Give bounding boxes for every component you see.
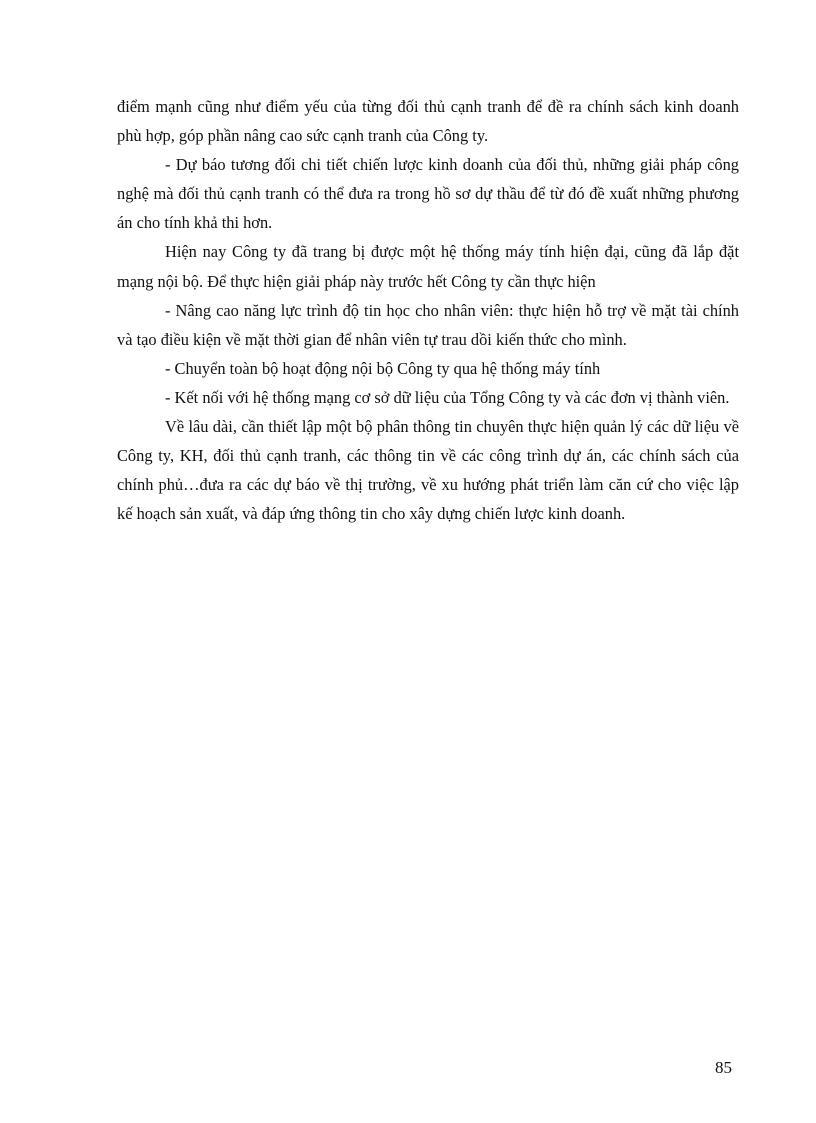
page-number: 85 [715,1058,732,1077]
paragraph-current-systems: Hiện nay Công ty đã trang bị được một hệ thống máy tính hiện đại, cũng đã lắp đặt mạng nội bộ. Để thực hiện giải pháp này trước hết Công ty cần thực hiện [117,242,739,291]
paragraph-it-training: - Nâng cao năng lực trình độ tin học cho nhân viên: thực hiện hỗ trợ về mặt tài chính và tạo điều kiện về mặt thời gian để nhân viên tự trau dồi kiến thức cho mình. [117,300,739,349]
paragraph-continuation: điểm mạnh cũng như điểm yếu của từng đối thủ cạnh tranh để đề ra chính sách kinh doanh phù hợp, góp phần nâng cao sức cạnh tranh của Công ty. [117,97,739,146]
paragraph-forecast-strategy: - Dự báo tương đối chi tiết chiến lược kinh doanh của đối thủ, những giải pháp công nghệ mà đối thủ cạnh tranh có thể đưa ra trong hồ sơ dự thầu để từ đó đề xuất những phương án cho tính khả thi hơn. [117,155,739,233]
paragraph-long-term: Về lâu dài, cần thiết lập một bộ phân thông tin chuyên thực hiện quản lý các dữ liệu về Công ty, KH, đối thủ cạnh tranh, các thông tin về các công trình dự án, các chính sách của chính phủ…đưa ra các dự báo về thị trường, về xu hướng phát triển làm căn cứ cho việc lập kế hoạch sản xuất, và đáp ứng thông tin cho xây dựng chiến lược kinh doanh. [117,417,739,524]
paragraph-move-operations: - Chuyển toàn bộ hoạt động nội bộ Công ty qua hệ thống máy tính [165,358,601,378]
body-text [117,92,739,528]
paragraph-network-connection: - Kết nối với hệ thống mạng cơ sở dữ liệu của Tổng Công ty và các đơn vị thành viên. [165,387,730,407]
